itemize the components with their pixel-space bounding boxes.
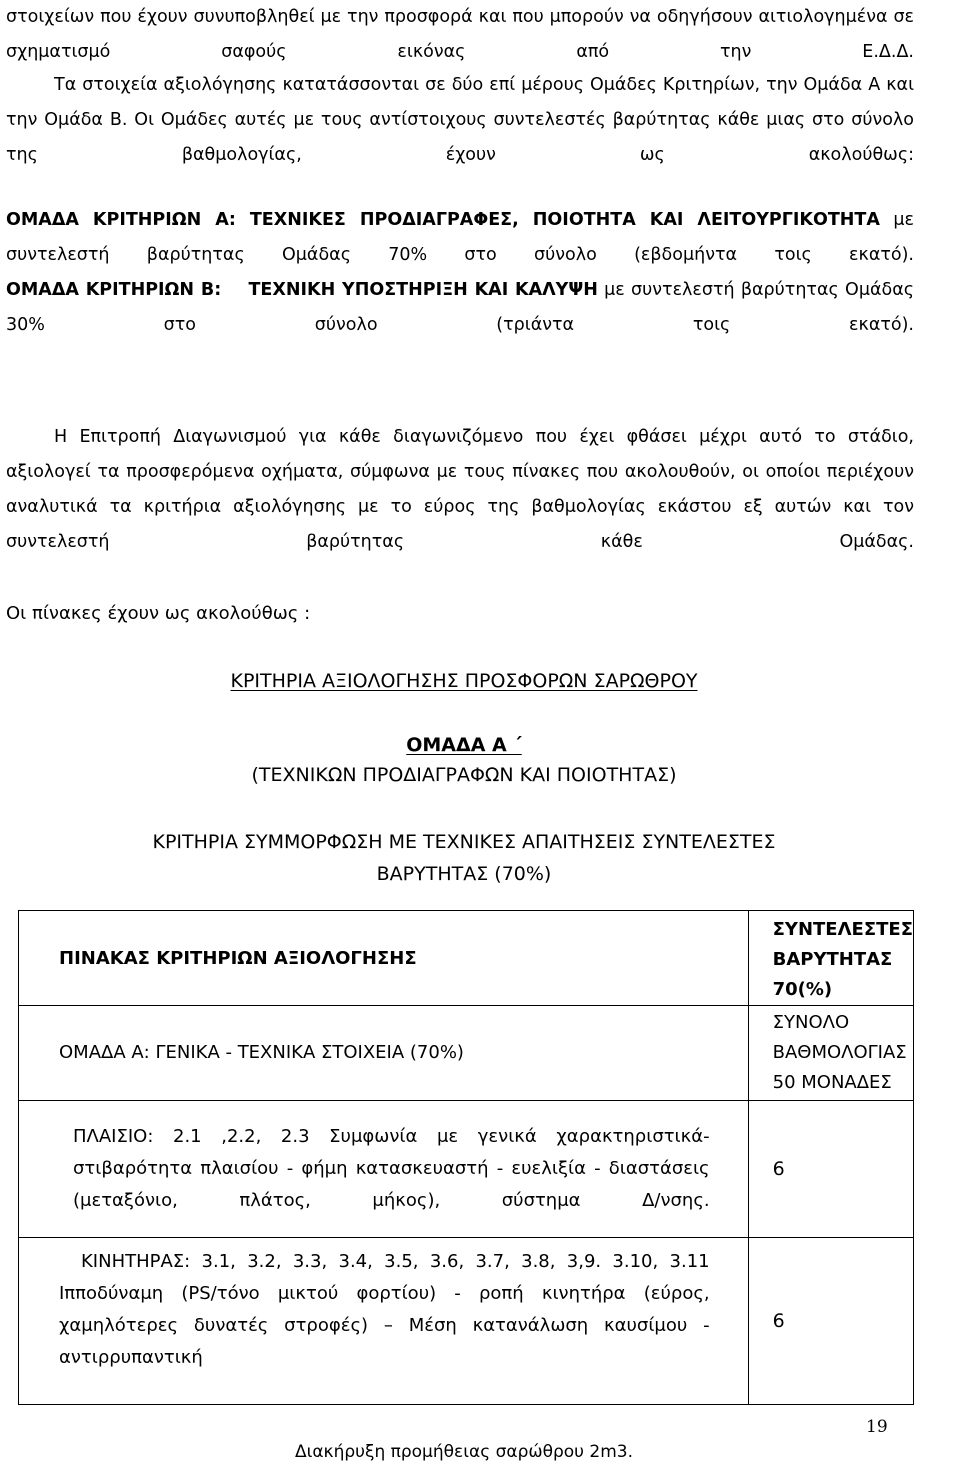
main-title [0, 670, 928, 692]
page-footer: Διακήρυξη προμήθειας σαρώθρου 2m3. [294, 1442, 634, 1462]
group-subtitle: (ΤΕΧΝΙΚΩΝ ΠΡΟΔΙΑΓΡΑΦΩΝ ΚΑΙ ΠΟΙΟΤΗΤΑΣ) [251, 764, 677, 786]
motor-criteria-line-2: Ιπποδύναμη (PS/τόνο μικτού φορτίου) - ροπή κινητήρα (εύρος, χαμηλότερες δυνατές στροφές) – Μέση κατανάλωση καυσίμου - αντιρρυπαντική [59, 1283, 710, 1368]
committee-paragraph: Η Επιτροπή Διαγωνισμού για κάθε διαγωνιζόμενο που έχει φθάσει μέχρι αυτό το στάδιο, αξιολογεί τα προσφερόμενα οχήματα, σύμφωνα με τους πίνακες που ακολουθούν, οι οποίοι περιέχουν αναλυτικά τα κριτήρια αξιολόγησης με το εύρος της βαθμολογίας εκάστου εξ αυτών και τον συντελεστή βαρύτητας κάθε Ομάδας. [6, 427, 914, 552]
frame-criteria: ΠΛΑΙΣΙΟ: 2.1 ,2.2, 2.3 Συμφωνία με γενικά χαρακτηριστικά- στιβαρότητα πλαισίου - φήμη κατασκευαστή - ευελιξία - διαστάσεις (μεταξόνιο, πλάτος, μήκος), σύστημα Δ/νσης. [19, 1101, 749, 1238]
intro-paragraph-1: στοιχείων που έχουν συνυποβληθεί με την προσφορά και που μπορούν να οδηγήσουν αιτιολογημένα σε σχηματισμό σαφούς εικόνας από την Ε.Δ.Δ. [6, 7, 914, 62]
table-row [19, 1238, 914, 1405]
table-header-row [19, 911, 914, 1006]
header-weights-1: ΣΥΝΤΕΛΕΣΤΕΣ [772, 919, 913, 940]
sum-label-1: ΣΥΝΟΛΟ [772, 1012, 850, 1033]
group-b-text: με συντελεστή βαρύτητας Ομάδας 30% στο σύνολο (τριάντα τοις εκατό). [6, 280, 914, 335]
group-title-text: ΟΜΑΔΑ Α ΄ [406, 734, 522, 756]
motor-criteria [19, 1238, 749, 1405]
sum-label-2: ΒΑΘΜΟΛΟΓΙΑΣ [772, 1042, 907, 1063]
table-group-left [19, 1006, 749, 1101]
group-b-heading: ΟΜΑΔΑ ΚΡΙΤΗΡΙΩΝ Β: ΤΕΧΝΙΚΗ ΥΠΟΣΤΗΡΙΞΗ ΚΑΙ ΚΑΛΥΨΗ [6, 280, 598, 300]
tables-intro: Οι πίνακες έχουν ως ακολούθως : [6, 603, 311, 624]
sum-label-3: 50 ΜΟΝΑΔΕΣ [772, 1072, 892, 1093]
intro-paragraph-2: Τα στοιχεία αξιολόγησης κατατάσσονται σε δύο επί μέρους Ομάδες Κριτηρίων, την Ομάδα Α και την Ομάδα Β. Οι Ομάδες αυτές με τους αντίστοιχους συντελεστές βαρύτητας κάθε μιας στο σύνολο της βαθμολογίας, έχουν ως ακολούθως: [6, 75, 914, 165]
table-header-left [19, 911, 749, 1006]
criteria-title-line-2: ΒΑΡΥΤΗΤΑΣ (70%) [376, 863, 552, 885]
table-group-row [19, 1006, 914, 1101]
group-a-heading: ΟΜΑΔΑ ΚΡΙΤΗΡΙΩΝ Α: ΤΕΧΝΙΚΕΣ ΠΡΟΔΙΑΓΡΑΦΕΣ, ΠΟΙΟΤΗΤΑ ΚΑΙ ΛΕΙΤΟΥΡΓΙΚΟΤΗΤΑ [6, 210, 880, 230]
table-row [19, 1101, 914, 1238]
frame-weight: 6 [748, 1101, 913, 1238]
table-header-right [748, 911, 913, 1006]
header-weights-3: 70(%) [772, 979, 833, 1000]
main-title-text: ΚΡΙΤΗΡΙΑ ΑΞΙΟΛΟΓΗΣΗΣ ΠΡΟΣΦΟΡΩΝ ΣΑΡΩΘΡΟΥ [230, 670, 698, 692]
table-group-right [748, 1006, 913, 1101]
group-a-general-label: ΟΜΑΔΑ Α: ΓΕΝΙΚΑ - ΤΕΧΝΙΚΑ ΣΤΟΙΧΕΙΑ (70%) [59, 1042, 464, 1063]
group-a-text: με συντελεστή βαρύτητας Ομάδας 70% στο σύνολο (εβδομήντα τοις εκατό). [6, 210, 914, 265]
group-title [0, 734, 928, 756]
motor-criteria-line-1: ΚΙΝΗΤΗΡΑΣ: 3.1, 3.2, 3.3, 3.4, 3.5, 3.6, 3.7, 3.8, 3,9. 3.10, 3.11 [81, 1251, 710, 1272]
criteria-table [18, 910, 914, 1405]
table-header-label: ΠΙΝΑΚΑΣ ΚΡΙΤΗΡΙΩΝ ΑΞΙΟΛΟΓΗΣΗΣ [59, 947, 417, 969]
group-b [6, 273, 914, 343]
header-weights-2: ΒΑΡΥΤΗΤΑΣ [772, 949, 893, 970]
criteria-title-line-1: ΚΡΙΤΗΡΙΑ ΣΥΜΜΟΡΦΩΣΗ ΜΕ ΤΕΧΝΙΚΕΣ ΑΠΑΙΤΗΣΕΙΣ ΣΥΝΤΕΛΕΣΤΕΣ [152, 831, 776, 853]
groups-section [6, 203, 914, 343]
criteria-title [0, 826, 928, 890]
group-a [6, 203, 914, 273]
motor-weight: 6 [748, 1238, 913, 1405]
page-number: 19 [866, 1417, 888, 1437]
